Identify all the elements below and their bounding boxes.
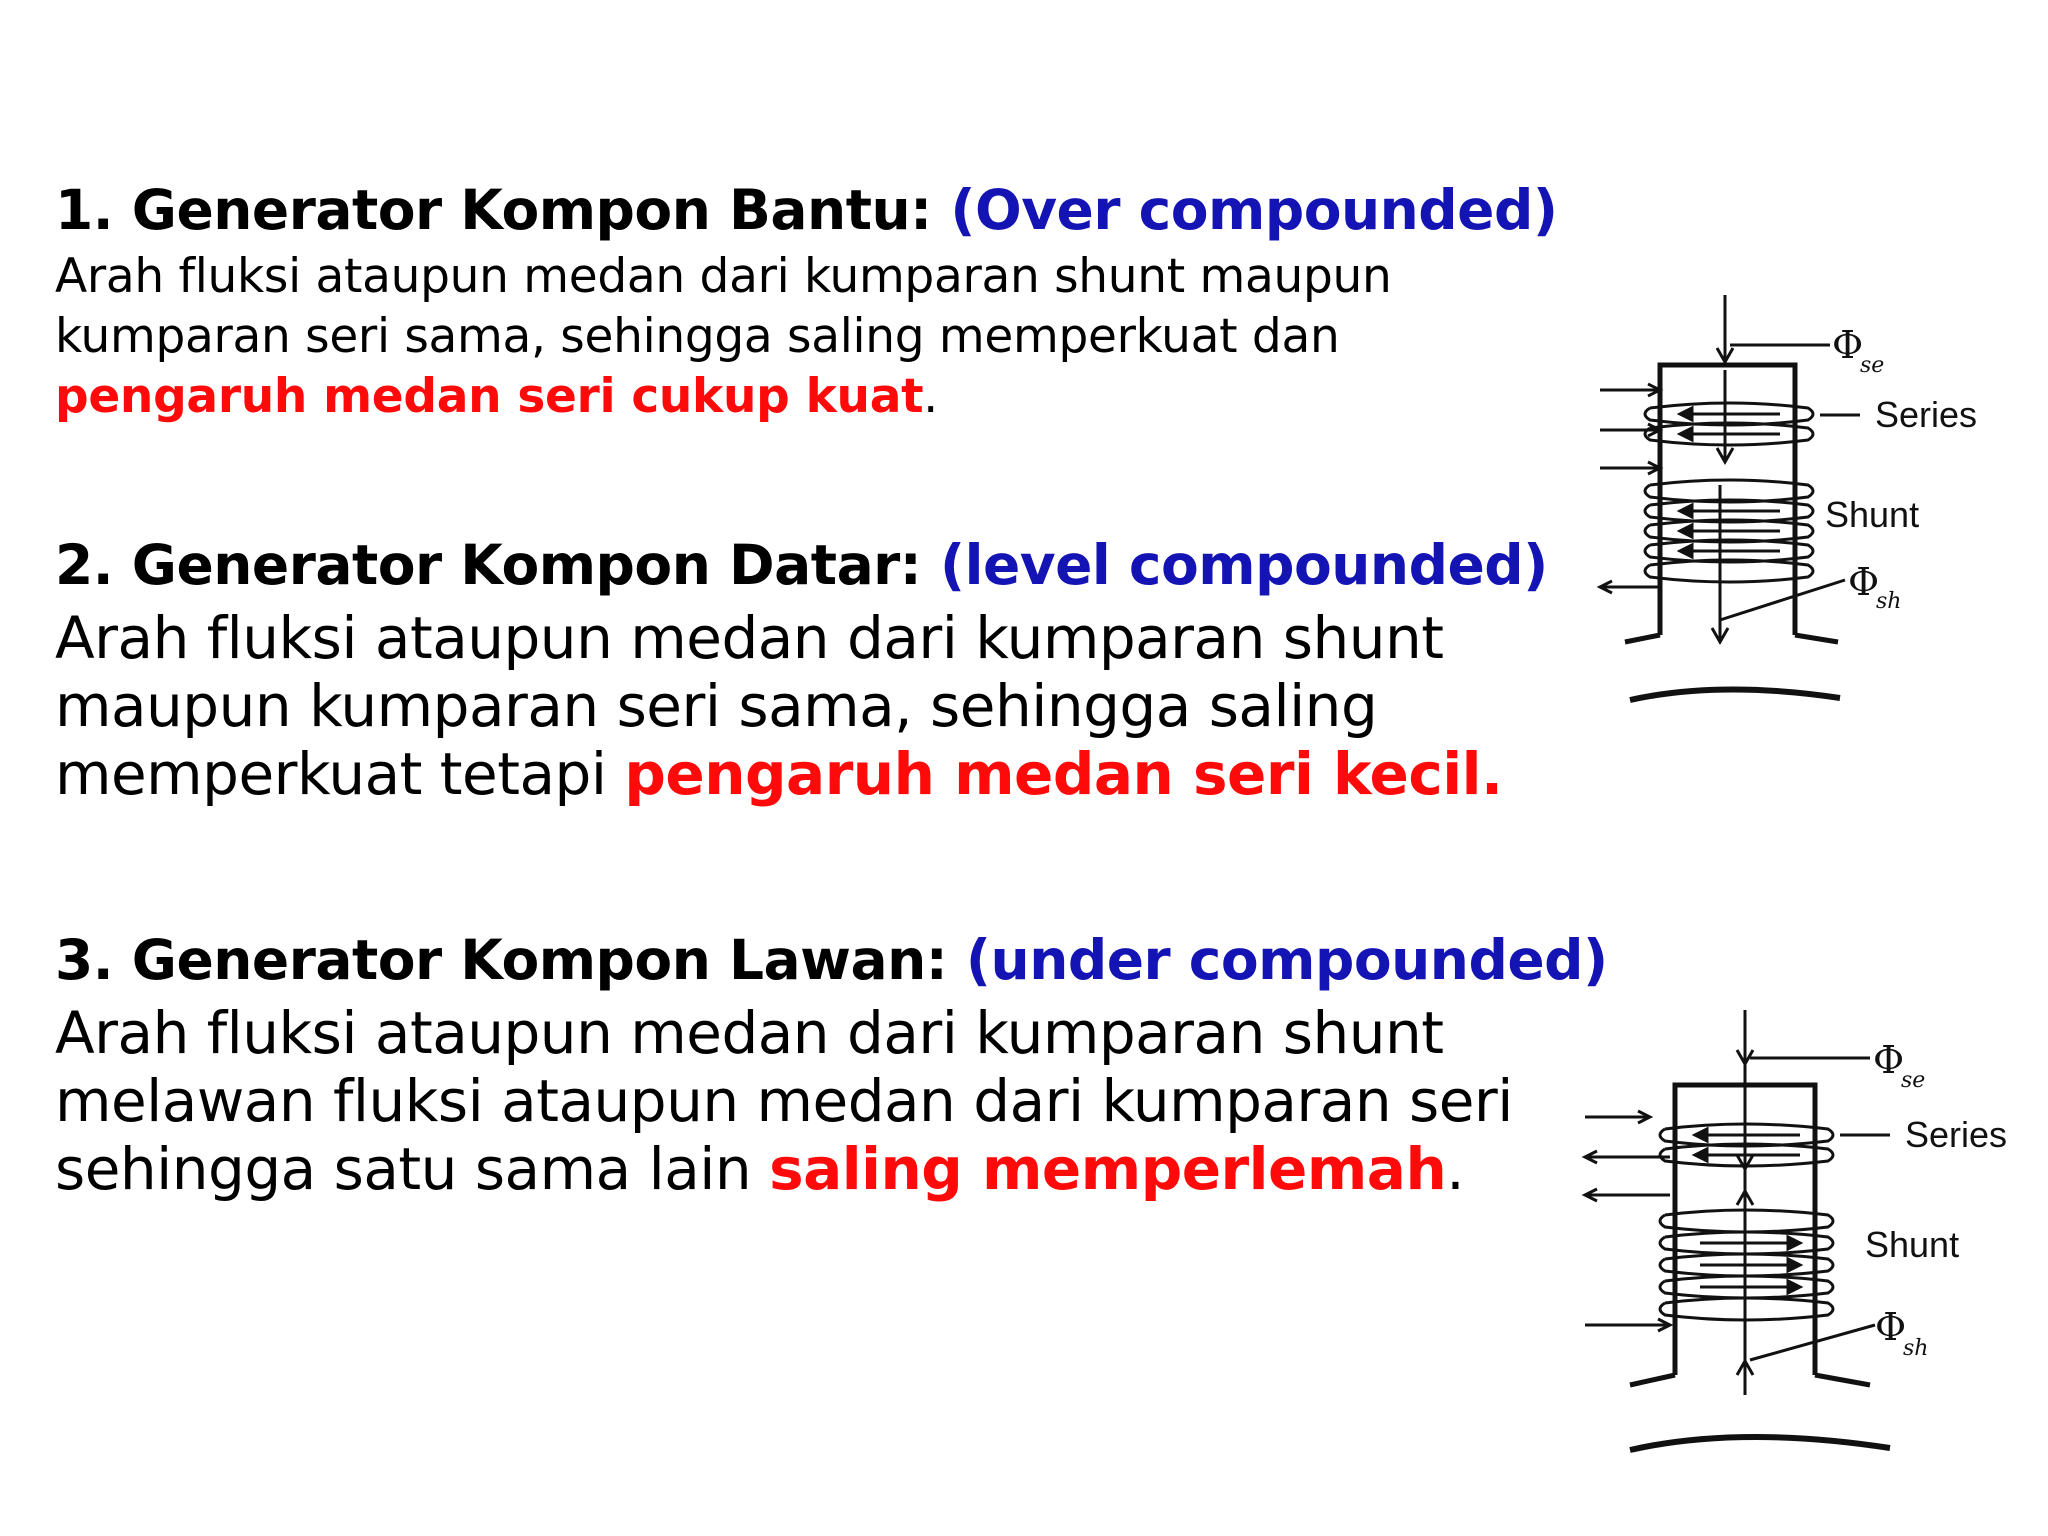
body-text: sehingga satu sama lain [55,1135,770,1203]
field-diagram-cumulative [1570,290,2010,710]
section-body [55,999,1608,1203]
field-diagram-differential [1570,1005,2040,1465]
body-line-last [55,1135,1608,1203]
series-coil [1645,403,1813,445]
pole-coil-diagram [1570,1005,2040,1465]
highlight-text: saling memperlemah [769,1135,1447,1203]
section-body [55,247,1557,427]
body-line: kumparan seri sama, sehingga saling memperkuat dan [55,309,1340,364]
shunt-label: Shunt [1825,494,1920,535]
section-heading [55,925,1608,995]
section-body [55,604,1548,808]
flux-arrows [1600,295,1733,642]
section-over-compounded [55,175,1557,427]
body-line: Arah fluksi ataupun medan dari kumparan shunt maupun [55,249,1392,304]
heading-subtitle: (level compounded) [939,533,1548,597]
section-level-compounded [55,530,1548,808]
phi-se-symbol: Φ [1873,1038,1905,1082]
phi-sh-subscript: sh [1876,589,1902,614]
phi-sh-symbol: Φ [1848,560,1880,604]
heading-subtitle: (under compounded) [965,928,1608,992]
highlight-text: pengaruh medan seri cukup kuat [55,369,924,424]
phi-sh-subscript: sh [1903,1336,1929,1361]
shunt-label: Shunt [1865,1224,1960,1265]
sentence-end: . [1446,1135,1465,1203]
pole-outline [1630,1085,1890,1450]
body-line: Arah fluksi ataupun medan dari kumparan shunt [55,999,1444,1067]
phi-se-symbol: Φ [1832,323,1864,367]
body-line-last [55,367,1557,427]
heading-title: 3. Generator Kompon Lawan: [55,928,948,992]
series-label: Series [1875,394,1978,435]
phi-se-subscript: se [1901,1068,1926,1093]
body-text: memperkuat tetapi [55,740,625,808]
section-heading [55,175,1557,245]
heading-subtitle: (Over compounded) [950,178,1558,242]
body-line: maupun kumparan seri sama, sehingga saling [55,672,1378,740]
sentence-end: . [923,369,938,424]
series-label: Series [1905,1114,2008,1155]
section-under-compounded [55,925,1608,1203]
flux-arrows [1585,1010,1753,1395]
heading-title: 1. Generator Kompon Bantu: [55,178,932,242]
body-line: Arah fluksi ataupun medan dari kumparan shunt [55,604,1444,672]
body-line-last [55,740,1548,808]
pole-coil-diagram [1570,290,2010,710]
phi-se-subscript: se [1860,353,1885,378]
heading-title: 2. Generator Kompon Datar: [55,533,922,597]
body-line: melawan fluksi ataupun medan dari kumparan seri [55,1067,1513,1135]
phi-sh-symbol: Φ [1875,1305,1907,1349]
section-heading [55,530,1548,600]
highlight-text: pengaruh medan seri kecil. [624,740,1503,808]
